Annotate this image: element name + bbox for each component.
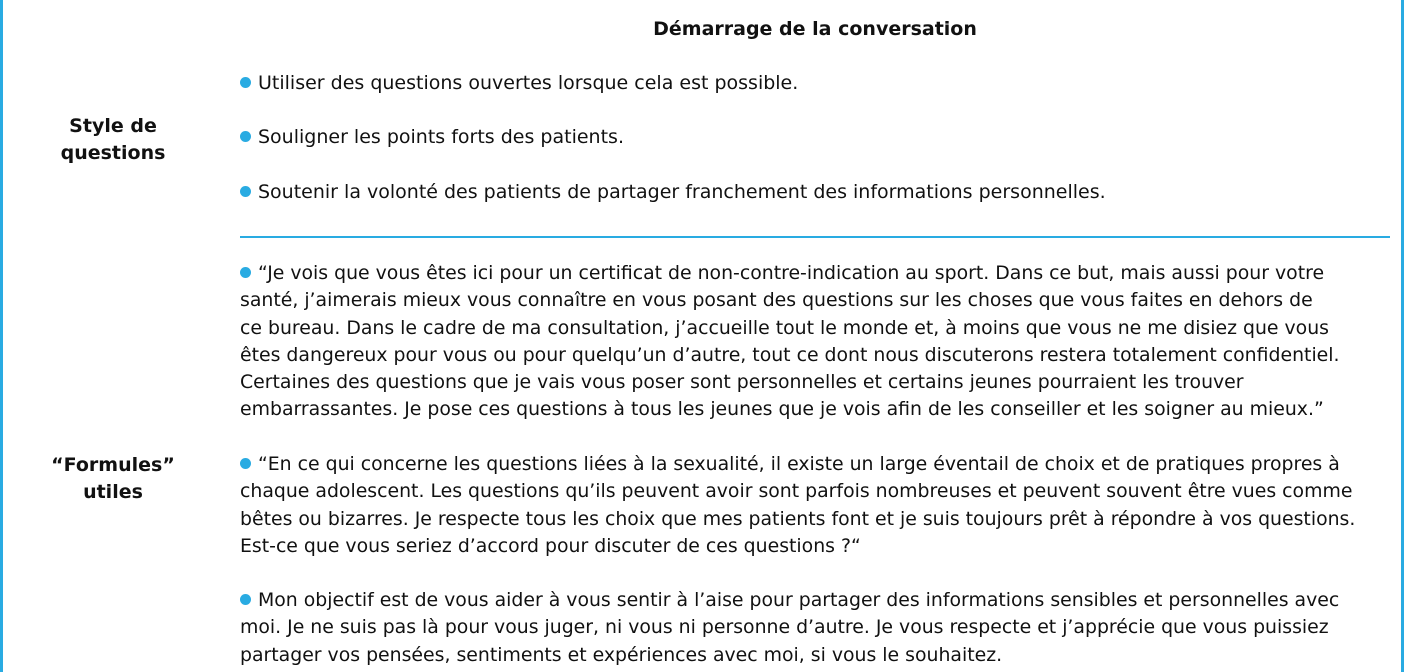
bullet-text: Soutenir la volonté des patients de partager franchement des informations personnelles.	[258, 181, 1106, 203]
bullet-dot-icon	[240, 594, 251, 605]
label-line: utiles	[83, 481, 143, 503]
paragraph-line: moi. Je ne suis pas là pour vous juger, ni vous ni personne d’autre. Je vous respecte et j’apprécie que vous puissiez	[240, 616, 1329, 639]
paragraph-line: êtes dangereux pour vous ou pour quelqu’un d’autre, tout ce dont nous discuterons restera totalement confidentiel.	[240, 343, 1340, 366]
paragraph-line	[240, 451, 1400, 478]
quote-paragraph	[240, 587, 1400, 669]
paragraph-line	[240, 260, 1400, 287]
row-label-style-questions	[43, 113, 183, 167]
quote-paragraph	[240, 260, 1400, 424]
bullet-dot-icon	[240, 186, 251, 197]
section-divider	[240, 236, 1390, 238]
bullet-text: Souligner les points forts des patients.	[258, 126, 624, 148]
row-label-formules-utiles	[43, 452, 183, 506]
quote-paragraph	[240, 451, 1400, 560]
bullet-item	[240, 179, 1390, 206]
label-line: “Formules”	[51, 454, 175, 476]
line-text: “Je vois que vous êtes ici pour un certificat de non-contre-indication au sport. Dans ce but, mais aussi pour votre	[258, 262, 1325, 284]
section-title: Démarrage de la conversation	[653, 18, 977, 40]
line-text: “En ce qui concerne les questions liées à la sexualité, il existe un large éventail de choix et de pratiques propres à	[258, 453, 1340, 475]
paragraph-line	[240, 587, 1400, 614]
label-line: Style de	[69, 115, 157, 137]
paragraph-line: ce bureau. Dans le cadre de ma consultation, j’accueille tout le monde et, à moins que vous ne me disiez que vous	[240, 316, 1329, 339]
bullet-dot-icon	[240, 77, 251, 88]
bullet-dot-icon	[240, 267, 251, 278]
paragraph-line: chaque adolescent. Les questions qu’ils peuvent avoir sont parfois nombreuses et peuvent souvent être vues comme	[240, 480, 1353, 503]
paragraph-line: Est-ce que vous seriez d’accord pour discuter de ces questions ?“	[240, 534, 861, 557]
bullet-dot-icon	[240, 458, 251, 469]
bullet-item	[240, 124, 1390, 151]
bullet-text: Utiliser des questions ouvertes lorsque cela est possible.	[258, 72, 799, 94]
paragraph-line: bêtes ou bizarres. Je respecte tous les choix que mes patients font et je suis toujours prêt à répondre à vos questions.	[240, 507, 1356, 530]
paragraph-line: Certaines des questions que je vais vous poser sont personnelles et certains jeunes pourraient les trouver	[240, 371, 1244, 394]
paragraph-line: partager vos pensées, sentiments et expériences avec moi, si vous le souhaitez.	[240, 643, 1003, 666]
bullet-item	[240, 70, 1390, 97]
bullet-dot-icon	[240, 131, 251, 142]
paragraph-line: embarrassantes. Je pose ces questions à tous les jeunes que je vois afin de les conseiller et les soigner au mieux.”	[240, 398, 1324, 421]
label-line: questions	[60, 142, 166, 164]
line-text: Mon objectif est de vous aider à vous sentir à l’aise pour partager des informations sensibles et personnelles avec	[258, 589, 1340, 611]
paragraph-line: santé, j’aimerais mieux vous connaître en vous posant des questions sur les choses que vous faites en dehors de	[240, 289, 1313, 312]
